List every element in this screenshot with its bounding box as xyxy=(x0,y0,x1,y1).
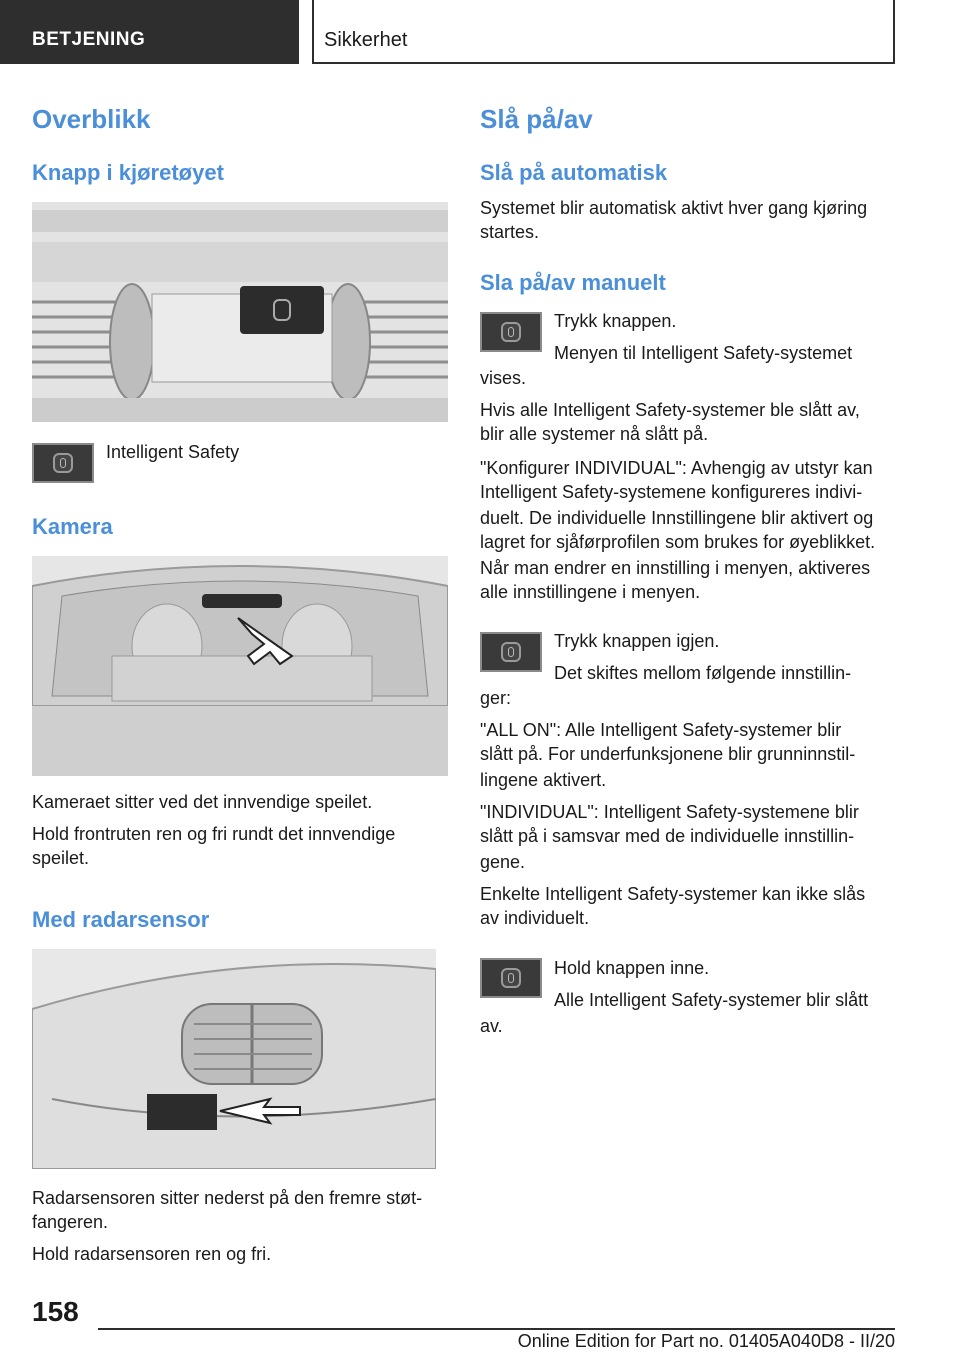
camera-text-2b: speilet. xyxy=(32,848,90,868)
configure-text-2: Intelligent Safety-systemene konfigureres indivi‐ xyxy=(480,482,863,502)
some-systems-text-2: av individuelt. xyxy=(480,908,590,928)
intelligent-safety-button-icon xyxy=(32,443,94,483)
auto-text-1: Systemet blir automatisk aktivt hver gang kjøring xyxy=(480,198,868,218)
chapter-title: Sikkerhet xyxy=(312,0,895,64)
individual-text-2: slått på i samsvar med de individuelle innstillin‐ xyxy=(480,826,855,846)
all-on-text-3: lingene aktivert. xyxy=(480,770,607,790)
section-tab: BETJENING xyxy=(0,0,299,64)
dashboard-button-figure xyxy=(32,202,448,422)
configure-text-3: duelt. De individuelle Innstillingene blir aktivert og xyxy=(480,508,874,528)
step1-line2: Menyen til Intelligent Safety-systemet xyxy=(554,343,853,363)
all-off-text-1: Hvis alle Intelligent Safety-systemer ble slått av, xyxy=(480,400,860,420)
configure-text-5: Når man endrer en innstilling i menyen, aktiveres xyxy=(480,558,871,578)
camera-text-2a: Hold frontruten ren og fri rundt det innvendige xyxy=(32,824,396,844)
radar-text-1a: Radarsensoren sitter nederst på den fremre støt‐ xyxy=(32,1188,423,1208)
individual-text-3: gene. xyxy=(480,852,526,872)
configure-text-1: "Konfigurer INDIVIDUAL": Avhengig av utstyr kan xyxy=(480,458,873,478)
all-on-text-1: "ALL ON": Alle Intelligent Safety-systemer blir xyxy=(480,720,842,740)
step3-line1: Hold knappen inne. xyxy=(554,958,710,978)
intelligent-safety-button-icon xyxy=(480,312,542,352)
heading-overview: Overblikk xyxy=(32,104,151,134)
step2-line3: ger: xyxy=(480,688,512,708)
camera-text-1: Kameraet sitter ved det innvendige speilet. xyxy=(32,792,373,812)
configure-text-4: lagret for sjåførprofilen som brukes for øyeblikket. xyxy=(480,532,876,552)
page-number: 158 xyxy=(32,1296,79,1327)
heading-radar: Med radarsensor xyxy=(32,907,210,932)
heading-auto-on: Slå på automatisk xyxy=(480,160,668,185)
step3-line2: Alle Intelligent Safety-systemer blir slått xyxy=(554,990,869,1010)
step3-line3: av. xyxy=(480,1016,503,1036)
step2-line2: Det skiftes mellom følgende innstillin‐ xyxy=(554,663,852,683)
some-systems-text-1: Enkelte Intelligent Safety-systemer kan ikke slås xyxy=(480,884,866,904)
heading-camera: Kamera xyxy=(32,514,113,539)
footer-divider xyxy=(98,1328,895,1330)
radar-figure xyxy=(32,949,436,1169)
radar-text-2: Hold radarsensoren ren og fri. xyxy=(32,1244,272,1264)
step1-line3: vises. xyxy=(480,368,527,388)
configure-text-6: alle innstillingene i menyen. xyxy=(480,582,701,602)
step2-line1: Trykk knappen igjen. xyxy=(554,631,720,651)
camera-figure xyxy=(32,556,448,776)
heading-manual: Sla på/av manuelt xyxy=(480,270,666,295)
intelligent-safety-button-icon xyxy=(480,632,542,672)
radar-text-1b: fangeren. xyxy=(32,1212,109,1232)
auto-text-2: startes. xyxy=(480,222,540,242)
intelligent-safety-button-icon xyxy=(480,958,542,998)
heading-on-off: Slå på/av xyxy=(480,104,593,134)
edition-text: Online Edition for Part no. 01405A040D8 - II/20 xyxy=(517,1331,895,1351)
individual-text-1: "INDIVIDUAL": Intelligent Safety-systemene blir xyxy=(480,802,859,822)
all-on-text-2: slått på. For underfunksjonene blir grunninnstil‐ xyxy=(480,744,856,764)
all-off-text-2: blir alle systemer nå slått på. xyxy=(480,424,709,444)
heading-button-in-vehicle: Knapp i kjøretøyet xyxy=(32,160,224,185)
button-caption: Intelligent Safety xyxy=(106,442,240,462)
step1-line1: Trykk knappen. xyxy=(554,311,677,331)
